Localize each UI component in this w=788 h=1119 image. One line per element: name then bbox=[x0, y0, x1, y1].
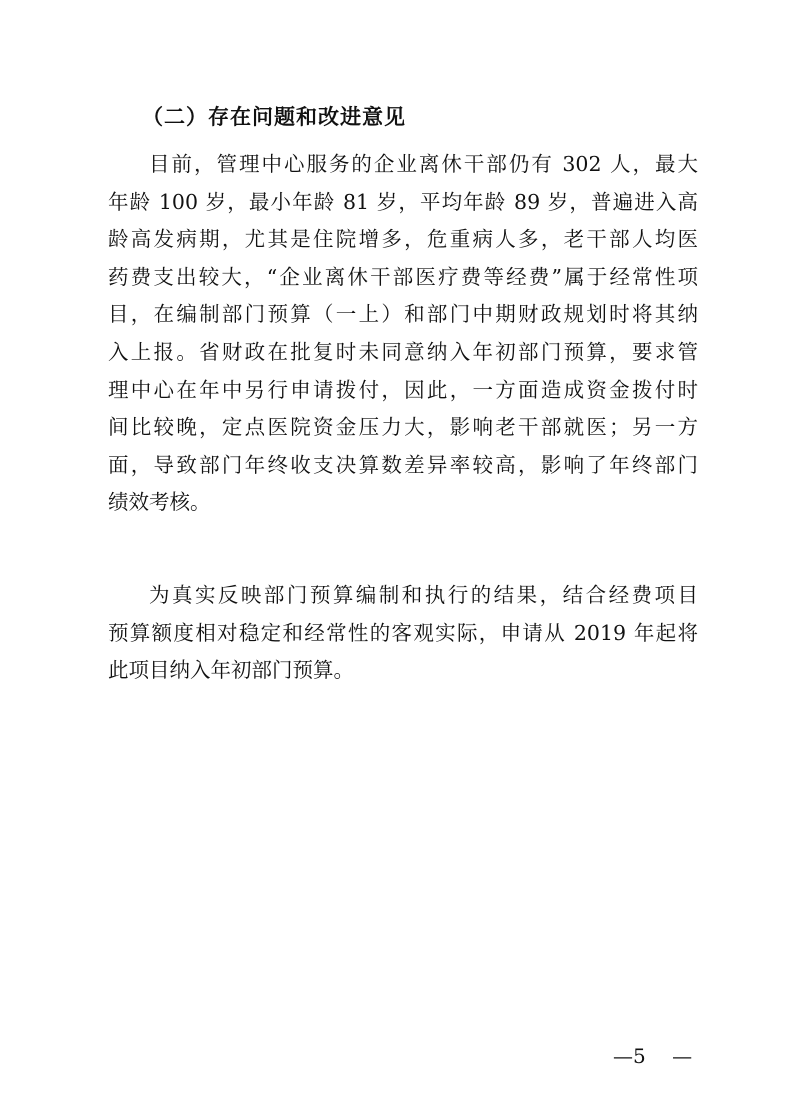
paragraph-line: 理中心在年中另行申请拨付，因此，一方面造成资金拨付时 bbox=[108, 377, 698, 402]
paragraph-line: 目，在编制部门预算（一上）和部门中期财政规划时将其纳 bbox=[108, 302, 698, 327]
paragraph-problems bbox=[108, 146, 698, 522]
paragraph-line: 药费支出较大，“企业离休干部医疗费等经费”属于经常性项 bbox=[108, 264, 698, 289]
paragraph-line: 入上报。省财政在批复时未同意纳入年初部门预算，要求管 bbox=[108, 339, 698, 364]
paragraph-line: 此项目纳入年初部门预算。 bbox=[108, 658, 354, 683]
paragraph-line: 预算额度相对稳定和经常性的客观实际，申请从 2019 年起将 bbox=[108, 620, 698, 645]
paragraph-line: 龄高发病期，尤其是住院增多，危重病人多，老干部人均医 bbox=[108, 227, 698, 252]
paragraph-line: 面，导致部门年终收支决算数差异率较高，影响了年终部门 bbox=[108, 452, 698, 477]
section-heading: （二）存在问题和改进意见 bbox=[142, 104, 406, 129]
paragraph-line: 为真实反映部门预算编制和执行的结果，结合经费项目 bbox=[149, 583, 698, 607]
paragraph-line: 目前，管理中心服务的企业离休干部仍有 302 人，最大 bbox=[149, 152, 698, 176]
page-number: —5 — bbox=[613, 1044, 693, 1068]
paragraph-line: 年龄 100 岁，最小年龄 81 岁，平均年龄 89 岁，普遍进入高 bbox=[108, 189, 698, 214]
paragraph-line: 绩效考核。 bbox=[108, 490, 211, 515]
paragraph-suggestion bbox=[108, 577, 698, 690]
paragraph-line: 间比较晚，定点医院资金压力大，影响老干部就医；另一方 bbox=[108, 415, 698, 440]
